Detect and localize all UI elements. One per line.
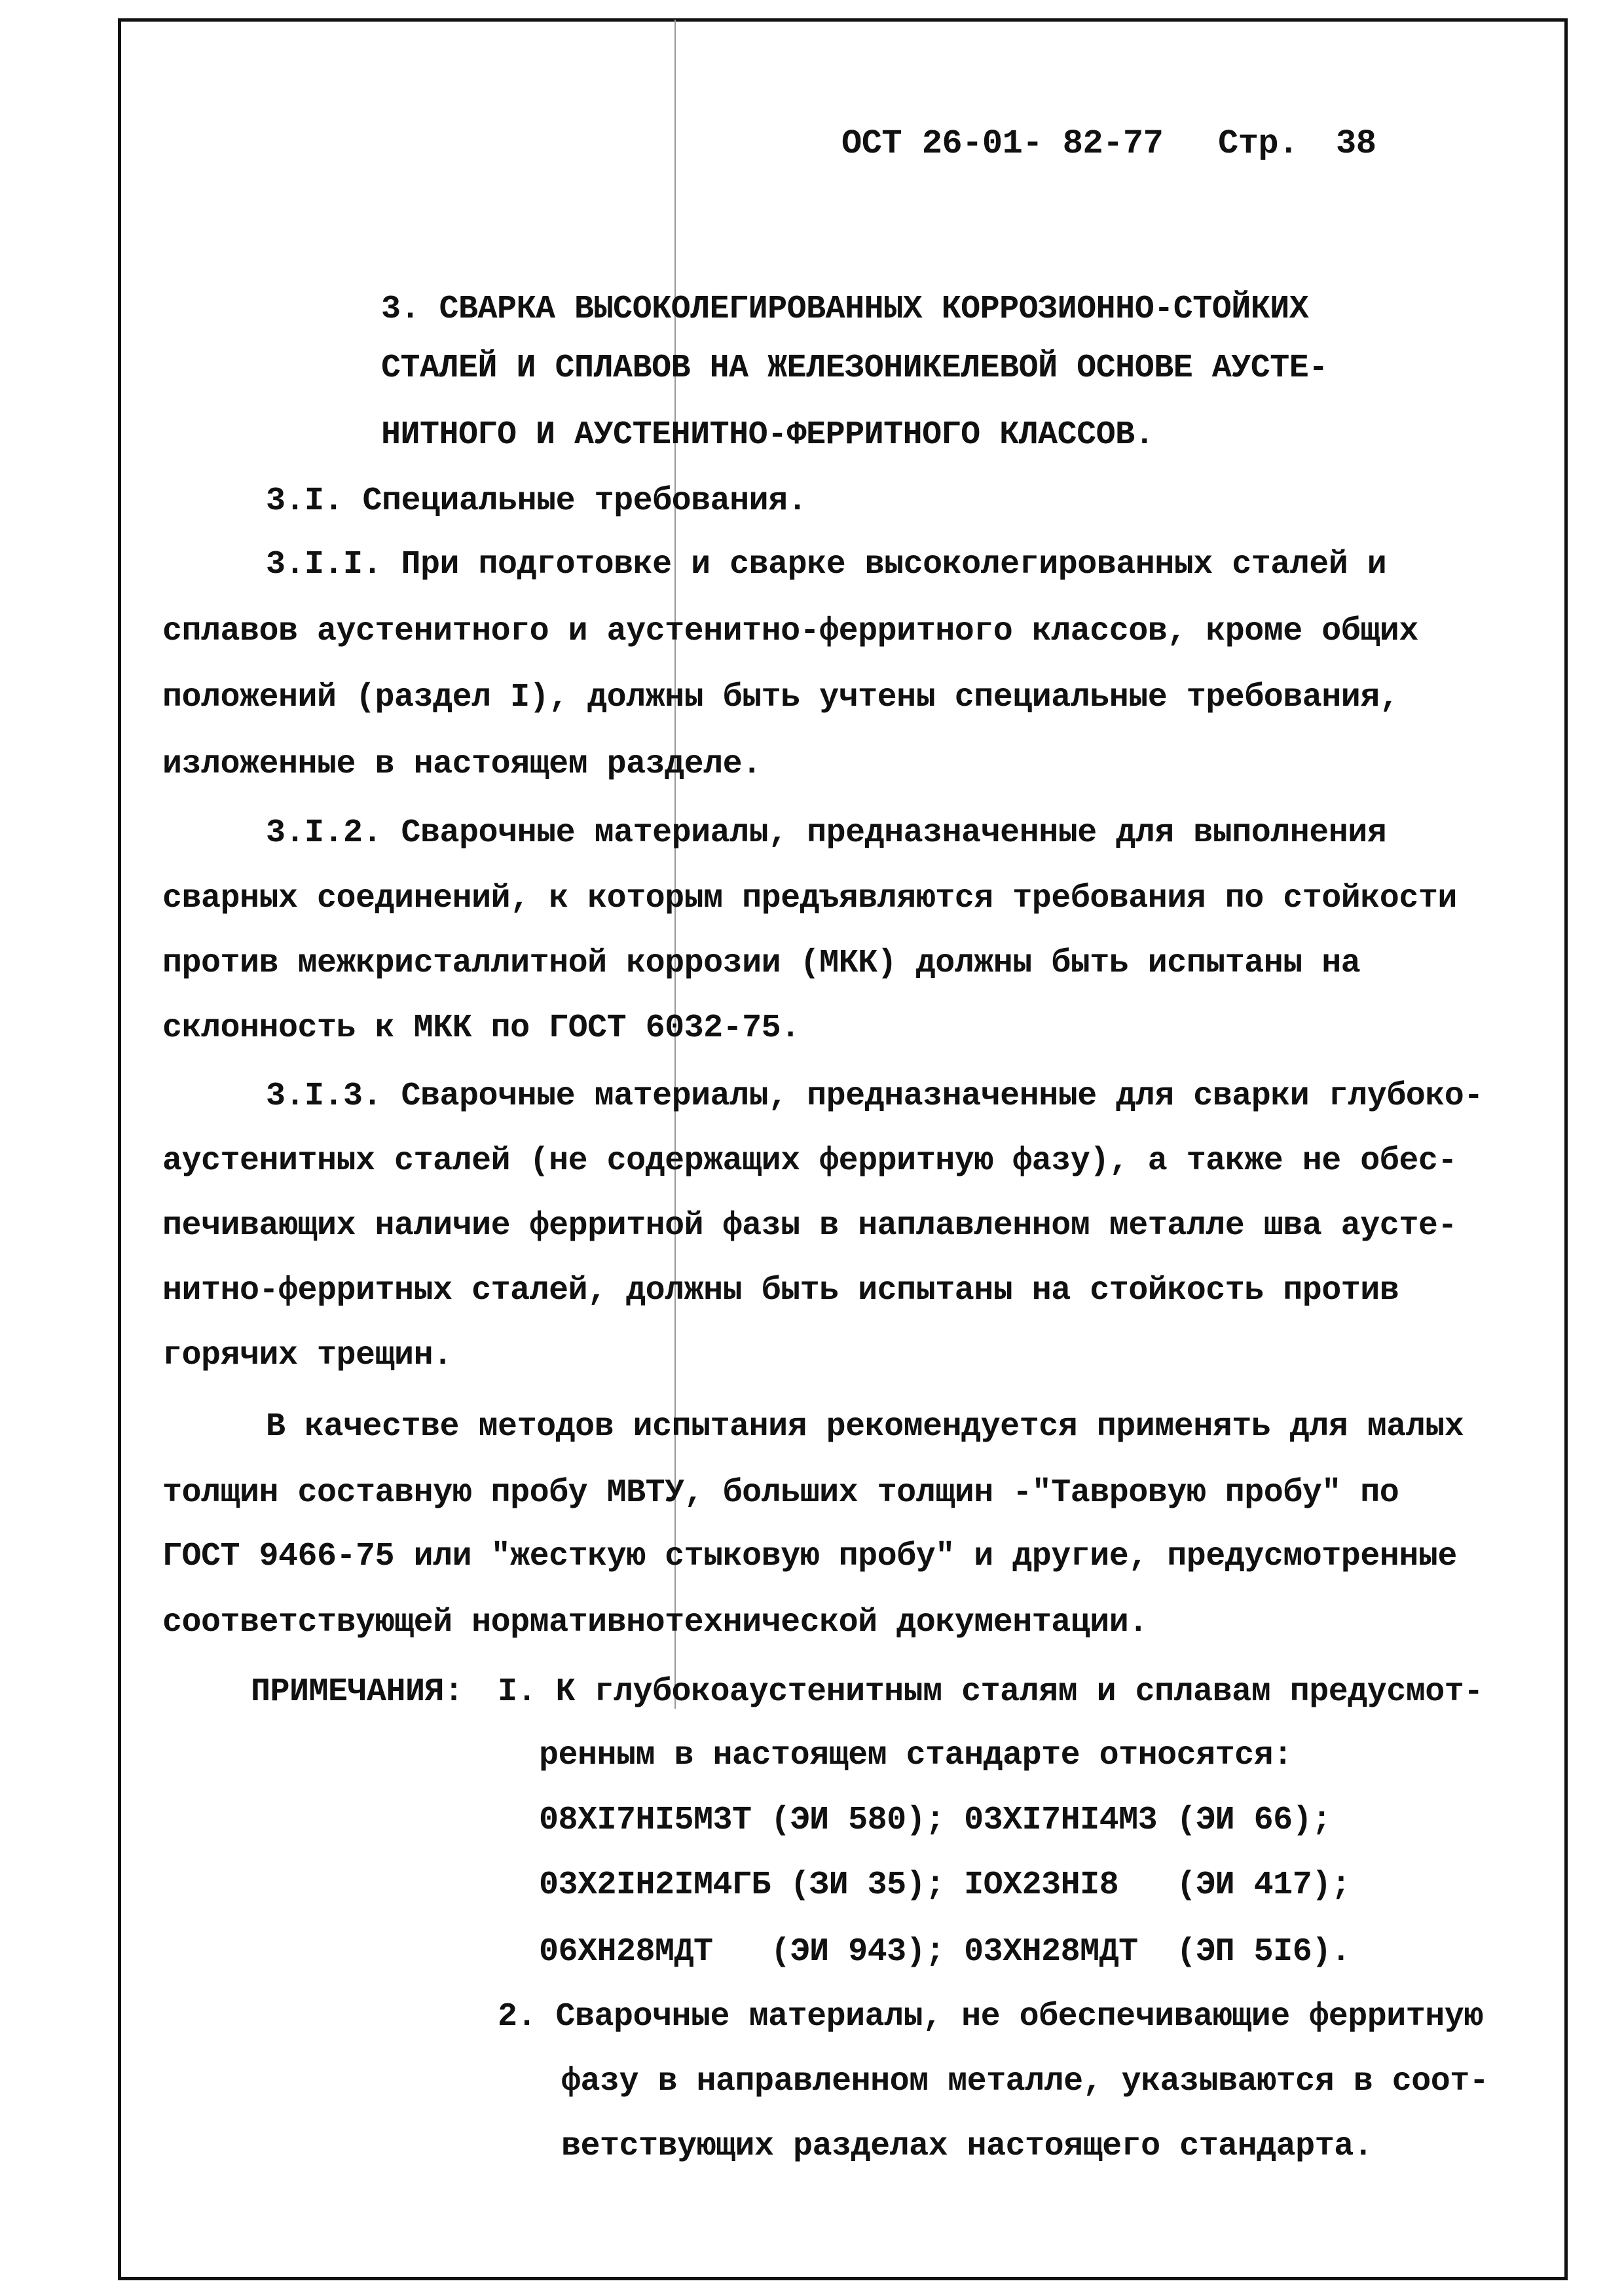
paragraph-line: соответствующей нормативнотехнической документации. — [162, 1604, 1148, 1641]
standard-number: ОСТ 26-01- 82-77 — [841, 124, 1164, 163]
paragraph-line: ГОСТ 9466-75 или "жесткую стыковую пробу" и другие, предусмотренные — [162, 1538, 1457, 1575]
note-line: 08XI7HI5M3T (ЭИ 580); 03XI7HI4M3 (ЭИ 66); — [539, 1802, 1331, 1839]
note-line: 03X2IH2IM4ГБ (ЗИ 35); IOX23HI8 (ЭИ 417); — [539, 1867, 1351, 1904]
paragraph-line: склонность к МКК по ГОСТ 6032-75. — [162, 1010, 800, 1047]
section-title-line: НИТНОГО И АУСТЕНИТНО-ФЕРРИТНОГО КЛАССОВ. — [381, 416, 1154, 454]
scan-fold-line — [674, 20, 676, 1709]
notes-label: ПРИМЕЧАНИЯ: — [251, 1673, 464, 1711]
subsection-title: 3.I. Специальные требования. — [266, 483, 807, 520]
paragraph-line: горячих трещин. — [162, 1337, 452, 1374]
paragraph-line: толщин составную пробу МВТУ, больших толщин -"Тавровую пробу" по — [162, 1474, 1399, 1512]
note-line: ветствующих разделах настоящего стандарта. — [561, 2128, 1373, 2165]
note-line: фазу в направленном металле, указываются в соот- — [561, 2063, 1489, 2100]
section-title-line: СТАЛЕЙ И СПЛАВОВ НА ЖЕЛЕЗОНИКЕЛЕВОЙ ОСНОВЕ АУСТЕ- — [381, 350, 1328, 387]
paragraph-line: нитно-ферритных сталей, должны быть испытаны на стойкость против — [162, 1272, 1399, 1309]
paragraph-line: 3.I.I. При подготовке и сварке высоколегированных сталей и — [266, 546, 1387, 583]
paragraph-line: сплавов аустенитного и аустенитно-ферритного классов, кроме общих — [162, 613, 1418, 650]
paragraph-line: аустенитных сталей (не содержащих ферритную фазу), а также не обес- — [162, 1142, 1457, 1180]
paragraph-line: 3.I.2. Сварочные материалы, предназначенные для выполнения — [266, 814, 1387, 852]
paragraph-line: против межкристаллитной коррозии (МКК) должны быть испытаны на — [162, 945, 1361, 982]
page-number: 38 — [1336, 124, 1376, 163]
paragraph-line: печивающих наличие ферритной фазы в наплавленном металле шва аусте- — [162, 1207, 1457, 1245]
note-line: I. К глубокоаустенитным сталям и сплавам предусмот- — [498, 1673, 1483, 1711]
paragraph-line: сварных соединений, к которым предъявляются требования по стойкости — [162, 880, 1457, 917]
paragraph-line: положений (раздел I), должны быть учтены специальные требования, — [162, 679, 1399, 716]
note-line: 06XH28MДТ (ЭИ 943); 03XH28MДТ (ЭП 5I6). — [539, 1933, 1351, 1971]
note-line: ренным в настоящем стандарте относятся: — [539, 1737, 1293, 1774]
page-label: Стр. — [1218, 124, 1299, 163]
paragraph-line: 3.I.3. Сварочные материалы, предназначенные для сварки глубоко- — [266, 1078, 1483, 1115]
paragraph-line: изложенные в настоящем разделе. — [162, 746, 762, 783]
paragraph-line: В качестве методов испытания рекомендуется применять для малых — [266, 1408, 1464, 1446]
section-title-line: 3. СВАРКА ВЫСОКОЛЕГИРОВАННЫХ КОРРОЗИОННО-СТОЙКИХ — [381, 291, 1309, 328]
note-line: 2. Сварочные материалы, не обеспечивающие ферритную — [498, 1998, 1483, 2035]
